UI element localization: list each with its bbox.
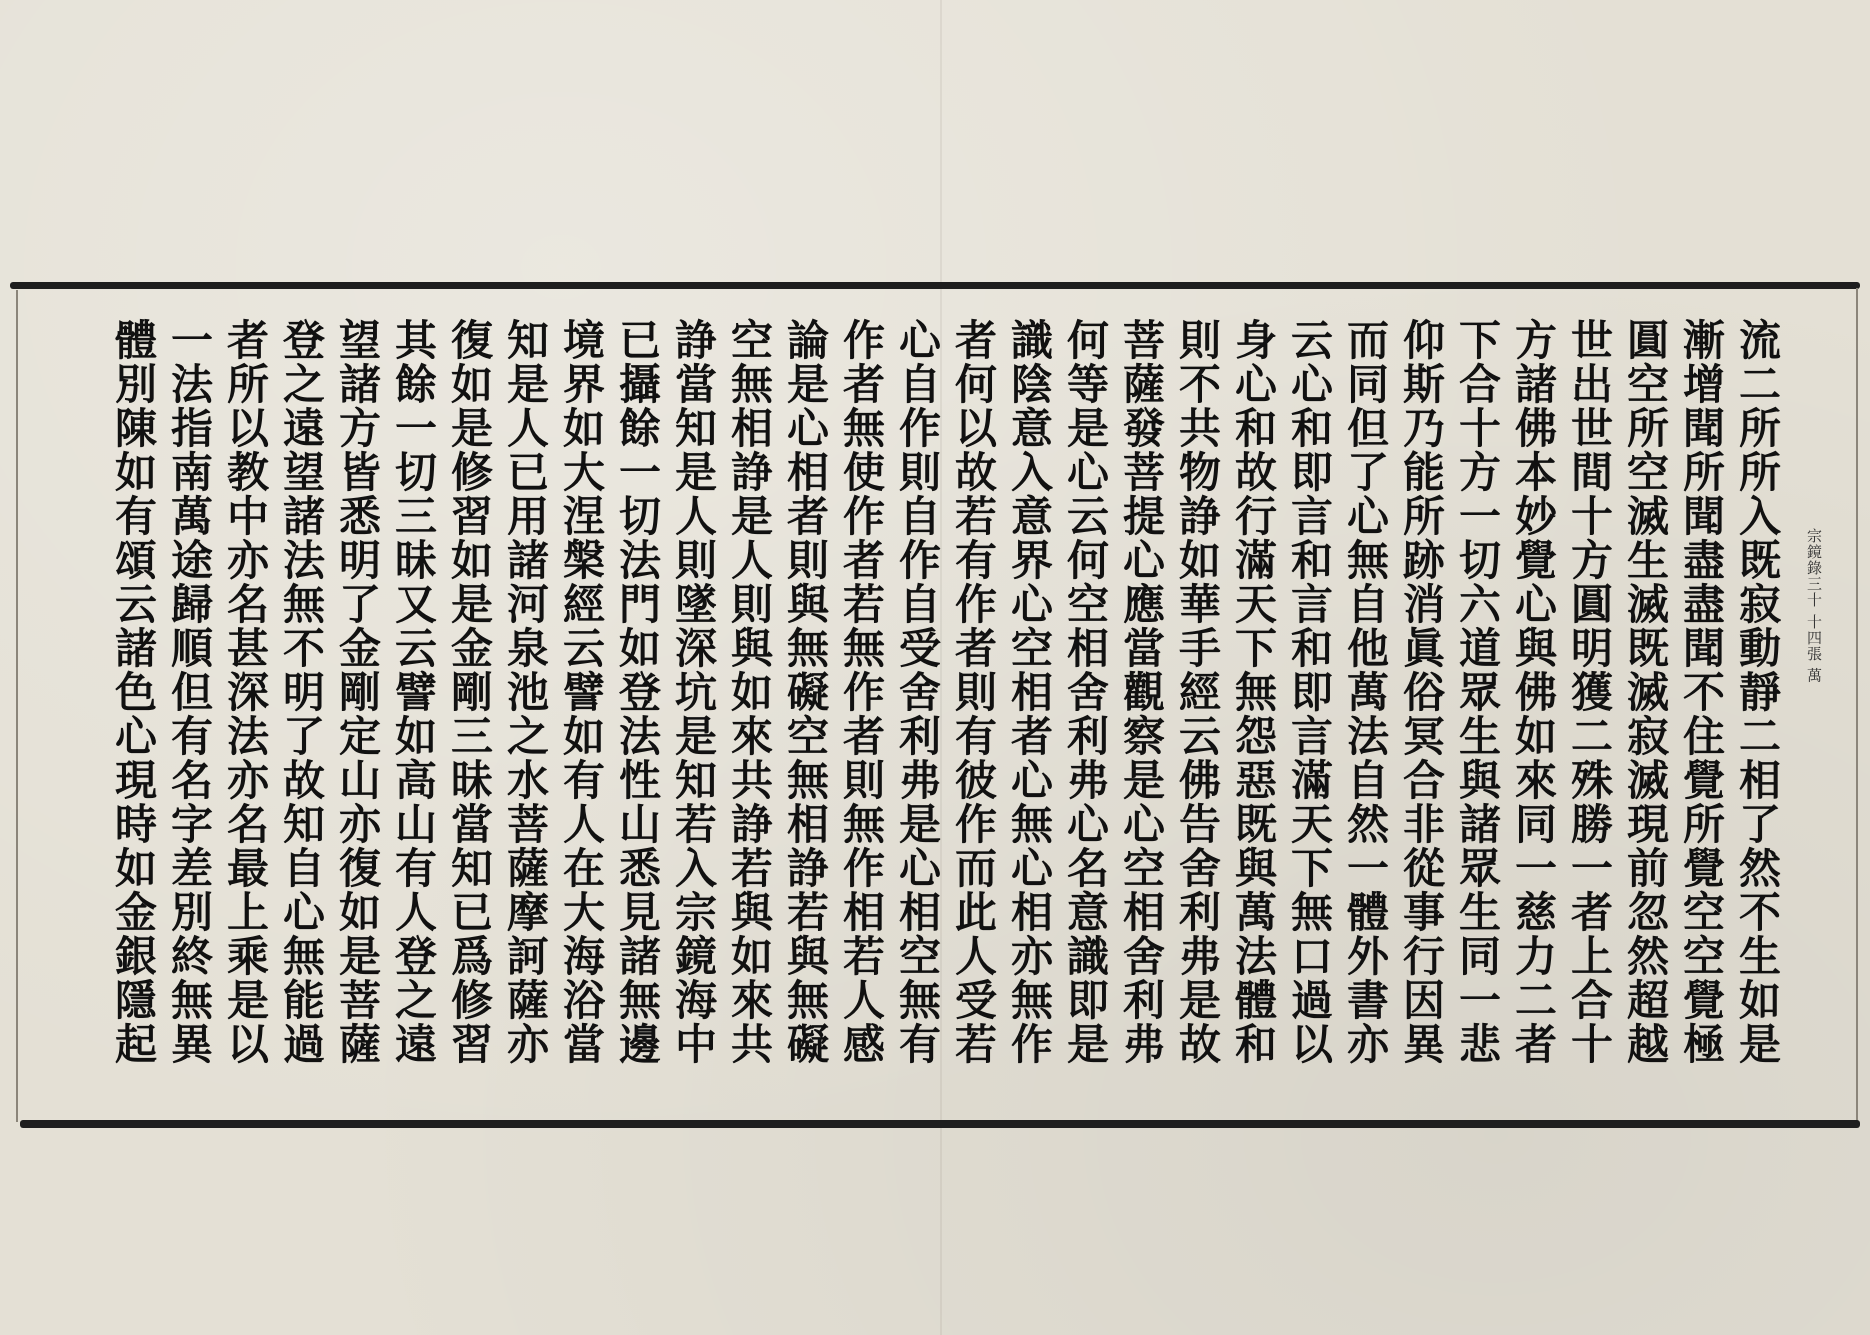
- right-frame-line: [1856, 288, 1858, 1122]
- text-column: 已攝餘一切法門如登法性山悉見諸無邊: [613, 318, 662, 1066]
- text-column: 望諸方皆悉明了金剛定山亦復如是菩薩: [333, 318, 382, 1066]
- text-column: 者何以故若有作者則有彼作而此人受若: [949, 318, 998, 1066]
- text-column: 諍當知是人則墜深坑是知若入宗鏡海中: [669, 318, 718, 1066]
- text-column: 流二所所入既寂動靜二相了然不生如是: [1733, 318, 1782, 1066]
- text-column: 登之遠望諸法無不明了故知自心無能過: [277, 318, 326, 1066]
- text-column: 體別陳如有頌云諸色心現時如金銀隱起: [109, 318, 158, 1066]
- text-column: 身心和故行滿天下無怨惡既與萬法體和: [1229, 318, 1278, 1066]
- text-column: 論是心相者則與無礙空無相諍若與無礙: [781, 318, 830, 1066]
- text-column: 境界如大涅槃經云譬如有人在大海浴當: [557, 318, 606, 1066]
- bottom-border-rule: [20, 1120, 1860, 1128]
- left-frame-line: [16, 290, 18, 1122]
- text-block: [105, 318, 1785, 1066]
- text-column: 則不共物諍如華手經云佛告舍利弗是故: [1173, 318, 1222, 1066]
- text-column: 世出世間十方圓明獲二殊勝一者上合十: [1565, 318, 1614, 1066]
- text-column: 仰斯乃能所跡消眞俗冥合非從事行因異: [1397, 318, 1446, 1066]
- text-column: 云心和即言和言和即言滿天下無口過以: [1285, 318, 1334, 1066]
- text-column: 漸增聞所聞盡盡聞不住覺所覺空空覺極: [1677, 318, 1726, 1066]
- text-column: 知是人已用諸河泉池之水菩薩摩訶薩亦: [501, 318, 550, 1066]
- text-column: 心自作則自作自受舍利弗是心相空無有: [893, 318, 942, 1066]
- text-column: 識陰意入意界心空相者心無心相亦無作: [1005, 318, 1054, 1066]
- text-column: 而同但了心無自他萬法自然一體外書亦: [1341, 318, 1390, 1066]
- text-column: 作者無使作者若無作者則無作相若人感: [837, 318, 886, 1066]
- text-column: 方諸佛本妙覺心與佛如來同一慈力二者: [1509, 318, 1558, 1066]
- text-column: 者所以教中亦名甚深法亦名最上乘是以: [221, 318, 270, 1066]
- text-column: 下合十方一切六道眾生與諸眾生同一悲: [1453, 318, 1502, 1066]
- text-column: 菩薩發菩提心應當觀察是心空相舍利弗: [1117, 318, 1166, 1066]
- text-column: 其餘一切三昧又云譬如高山有人登之遠: [389, 318, 438, 1066]
- text-column: 圓空所空滅生滅既滅寂滅現前忽然超越: [1621, 318, 1670, 1066]
- text-column: 復如是修習如是金剛三昧當知已爲修習: [445, 318, 494, 1066]
- top-border-rule: [10, 282, 1860, 289]
- text-column: 一法指南萬途歸順但有名字差別終無異: [165, 318, 214, 1066]
- margin-note: 宗鏡錄三十 十四張 萬: [1805, 528, 1823, 684]
- text-column: 何等是心云何空相舍利弗心名意識即是: [1061, 318, 1110, 1066]
- text-column: 空無相諍是人則與如來共諍若與如來共: [725, 318, 774, 1066]
